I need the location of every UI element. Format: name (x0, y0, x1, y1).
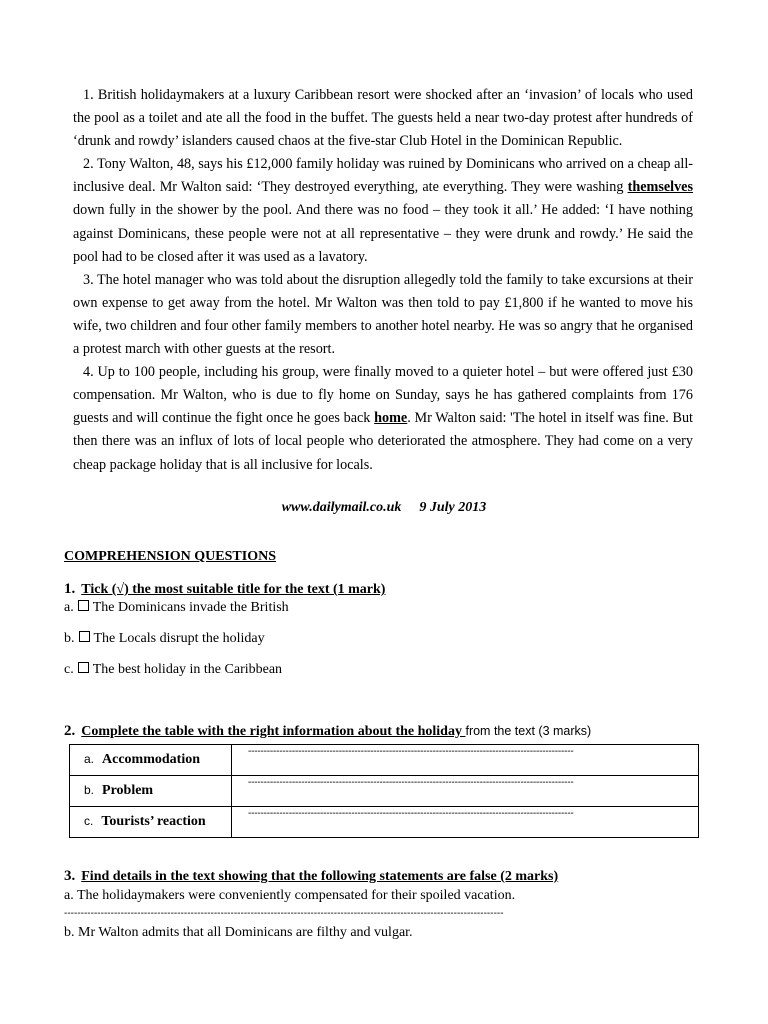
question-2-number: 2. (64, 723, 76, 739)
row-letter: c. (84, 814, 94, 828)
option-letter: a. (64, 600, 74, 615)
paragraph-4-part-2: . Mr Walton said: 'The hotel in itself was fine. But then there was an influx of lots of local people who deteriorated the atmosphere. They had come on a very cheap package holiday that is all inclusive for locals. (73, 410, 693, 473)
question-2-tail: from the text (3 marks) (465, 724, 592, 738)
option-letter: b. (64, 631, 75, 646)
checkbox-icon[interactable] (78, 600, 89, 611)
answer-cell-problem[interactable] (232, 776, 699, 807)
question-1-option-a[interactable] (64, 600, 289, 616)
article-paragraph-2 (73, 153, 693, 268)
keyword-home: home (374, 410, 408, 427)
article-paragraph-3: 3. The hotel manager who was told about the disruption allegedly told the family to take excursions at their own expense to get away from the hotel. Mr Walton was then told to pay £1,800 if he wanted to move his wife, two children and four other family members to another hotel nearby. He was so angry that he organised a protest march with other guests at the resort. (73, 271, 693, 358)
table-row (70, 807, 699, 838)
checkbox-icon[interactable] (78, 662, 89, 673)
paragraph-2-part-1: 2. Tony Walton, 48, says his £12,000 family holiday was ruined by Dominicans who arrived on a cheap all-inclusive deal. Mr Walton said: ‘They destroyed everything, ate everything. They were washing (73, 156, 693, 196)
answer-dashes: -------------------------------------------------------------------------------------------------------- (248, 746, 574, 757)
question-1-number: 1. (64, 581, 76, 597)
row-label-accommodation (70, 745, 232, 776)
article-paragraph-1: 1. British holidaymakers at a luxury Caribbean resort were shocked after an ‘invasion’ of locals who used the pool as a toilet and ate all the food in the buffet. The guests held a near two-day protest after hundreds of ‘drunk and rowdy’ islanders caused chaos at the five-star Club Hotel in the Dominican Republic. (73, 87, 693, 150)
row-label-tourists-reaction (70, 807, 232, 838)
answer-cell-tourists-reaction[interactable] (232, 807, 699, 838)
question-3-text: Find details in the text showing that the following statements are false (2 marks) (81, 869, 559, 884)
question-1-text: Tick (√) the most suitable title for the text (1 mark) (81, 582, 386, 597)
question-3-title (64, 868, 558, 885)
question-1-title (64, 581, 385, 598)
source-date: 9 July 2013 (419, 500, 487, 515)
paragraph-4-part-1: 4. Up to 100 people, including his group, were finally moved to a quieter hotel – but were offered just £30 compensation. Mr Walton, who is due to fly home on Sunday, says he has gathered complaints from 176 guests and will continue the fight once he goes back (73, 364, 693, 427)
row-letter: a. (84, 752, 95, 766)
checkbox-icon[interactable] (79, 631, 90, 642)
answer-dashes: -------------------------------------------------------------------------------------------------------- (248, 808, 574, 819)
question-1-option-c[interactable] (64, 662, 282, 678)
answer-dashes: -------------------------------------------------------------------------------------------------------- (248, 777, 574, 788)
statement-b: b. Mr Walton admits that all Dominicans are filthy and vulgar. (64, 925, 413, 940)
keyword-themselves: themselves (627, 179, 693, 196)
article-text (73, 84, 693, 477)
row-label-text: Accommodation (102, 752, 201, 767)
comprehension-heading: COMPREHENSION QUESTIONS (64, 549, 276, 564)
option-letter: c. (64, 662, 74, 677)
question-2-title (64, 723, 591, 740)
answer-cell-accommodation[interactable] (232, 745, 699, 776)
row-letter: b. (84, 783, 95, 797)
source-site: www.dailymail.co.uk (281, 500, 402, 515)
row-label-text: Tourists’ reaction (101, 814, 206, 829)
table-row (70, 745, 699, 776)
article-source (0, 500, 768, 516)
question-2-text: Complete the table with the right information about the holiday (81, 724, 466, 739)
table-row (70, 776, 699, 807)
row-label-problem (70, 776, 232, 807)
question-1-option-b[interactable] (64, 631, 265, 647)
option-text: The Locals disrupt the holiday (93, 631, 265, 646)
answer-line-a[interactable]: ------------------------------------------------------------------------------------------------------------------------------------ (64, 908, 504, 919)
article-paragraph-4 (73, 361, 693, 476)
option-text: The best holiday in the Caribbean (92, 662, 283, 677)
holiday-info-table (69, 744, 699, 838)
row-label-text: Problem (102, 783, 154, 798)
statement-a: a. The holidaymakers were conveniently compensated for their spoiled vacation. (64, 888, 516, 903)
paragraph-2-part-2: down fully in the shower by the pool. And there was no food – they took it all.’ He added: ‘I have nothing against Dominicans, these people were not at all representative – they were drunk and rowdy.’ He said the pool had to be closed after it was used as a lavatory. (73, 202, 693, 265)
option-text: The Dominicans invade the British (92, 600, 289, 615)
question-3-number: 3. (64, 868, 76, 884)
